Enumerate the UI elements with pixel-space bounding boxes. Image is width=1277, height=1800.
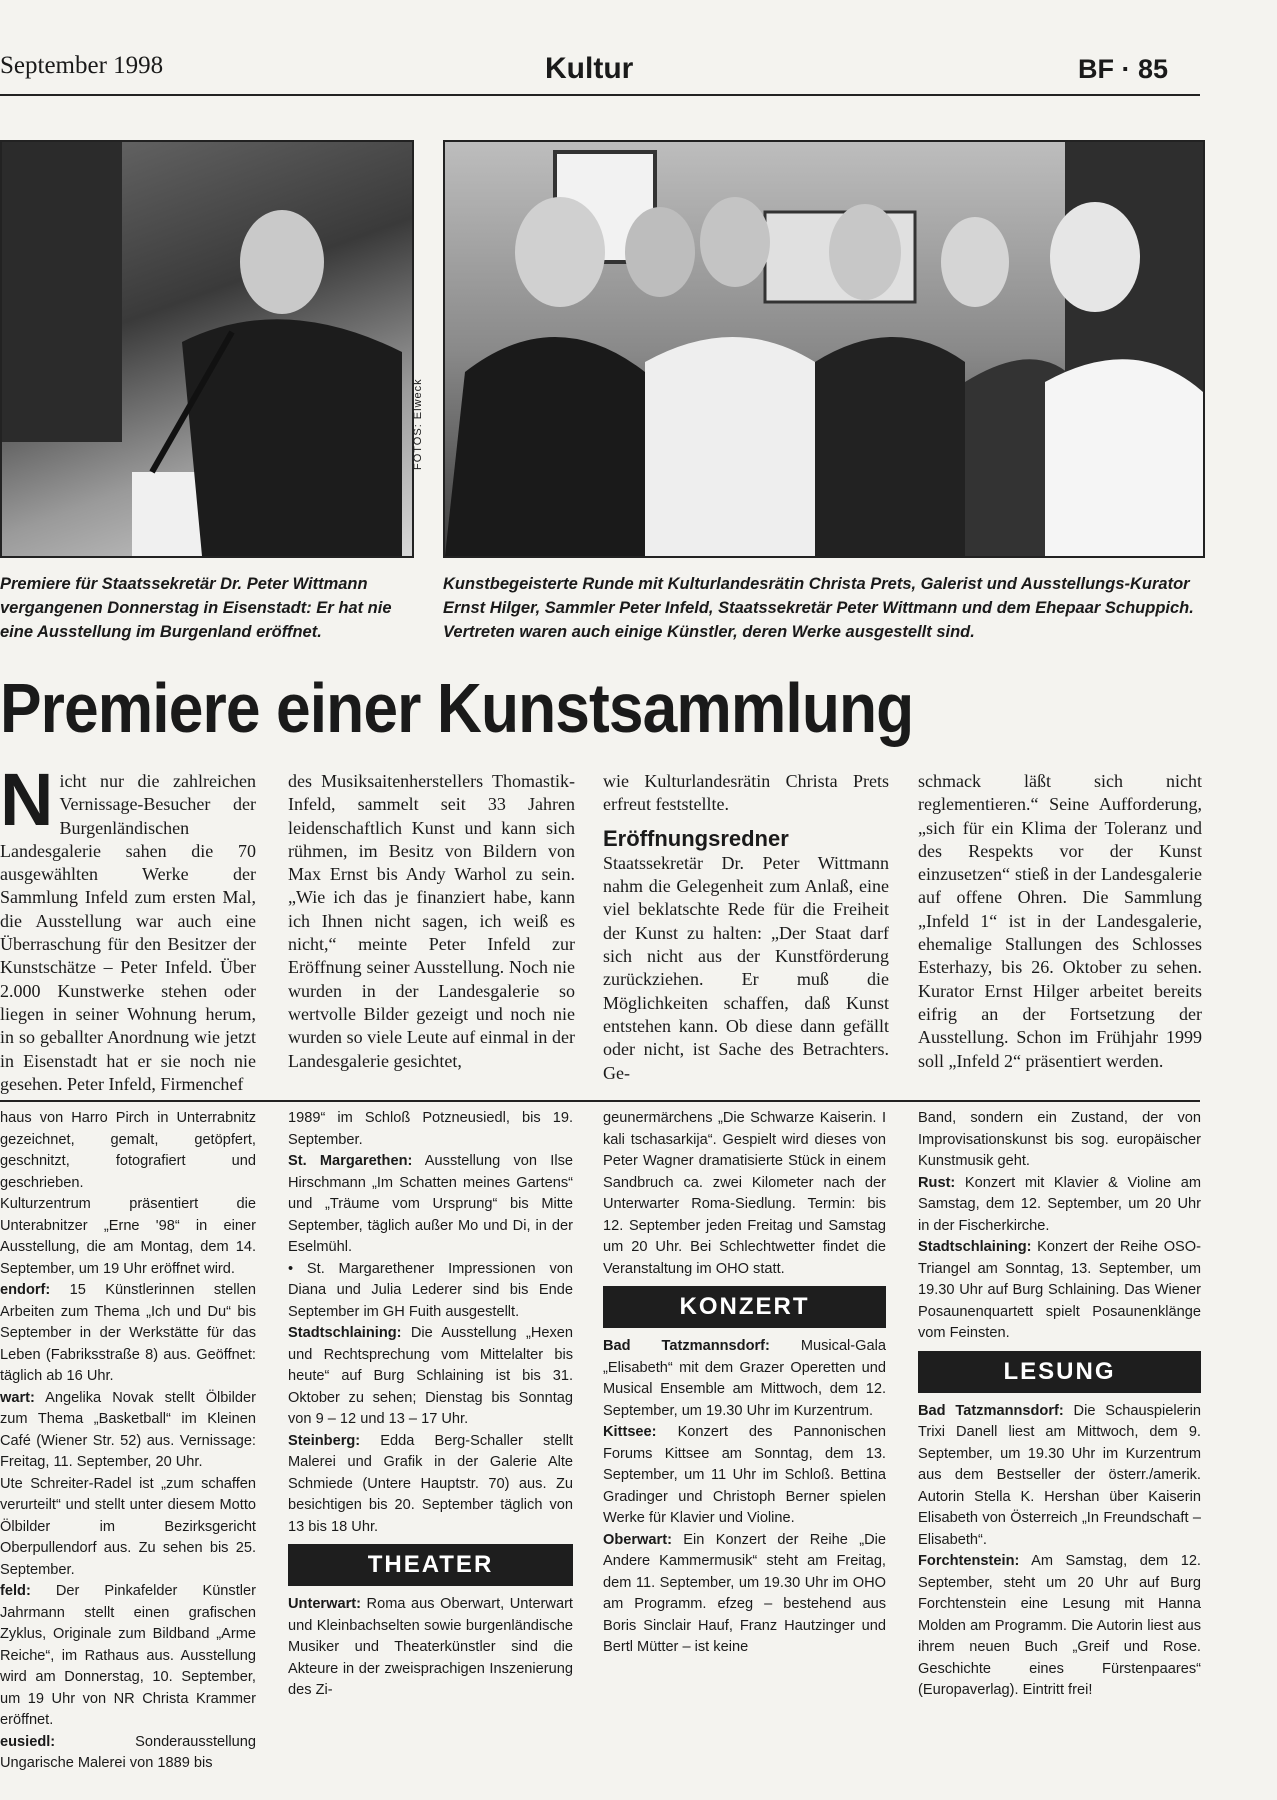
listing-place: Kittsee:	[603, 1424, 657, 1440]
listings-column-1	[0, 1108, 256, 1775]
listing-entry	[288, 1108, 573, 1151]
listing-text: Konzert des Pannonischen Forums Kittsee am Sonntag, dem 13. September, um 11 Uhr im Schloß. Bettina Gradinger und Christoph Berner spielen Werke für Klavier und Violine.	[603, 1424, 886, 1526]
listing-text: Ute Schreiter-Radel ist „zum schaffen verurteilt“ und stellt unter diesem Motto Ölbilder im Bezirksgericht Oberpullendorf aus. Zu sehen bis 25. September.	[0, 1475, 256, 1578]
caption-right: Kunstbegeisterte Runde mit Kulturlandesrätin Christa Prets, Galerist und Ausstellungs-Kurator Ernst Hilger, Sammler Peter Infeld, Staatssekretär Peter Wittmann und dem Ehepaar Schuppich. Vertreten waren auch einige Künstler, deren Werke ausgestellt sind.	[443, 575, 1194, 641]
photo-speaker	[0, 140, 414, 558]
listing-place: feld:	[0, 1583, 31, 1599]
banner-konzert: KONZERT	[603, 1286, 886, 1328]
listing-place: Bad Tatzmannsdorf:	[603, 1338, 770, 1354]
listing-text: Ein Konzert der Reihe „Die Andere Kammermusik“ steht am Freitag, dem 11. September, um 19.30 Uhr im OHO am Programm. efzeg – bestehend aus Boris Sinclair Hauf, Franz Hautzinger und Bertl Mütter – ist keine	[603, 1531, 886, 1655]
listings-column-2	[288, 1108, 573, 1702]
photo-speaker-illustration	[2, 142, 412, 556]
listing-entry	[0, 1581, 256, 1732]
listing-place: Oberwart:	[603, 1531, 672, 1548]
headline: Premiere einer Kunstsammlung	[0, 669, 914, 747]
issue-date: September 1998	[0, 52, 164, 79]
listing-entry	[0, 1108, 256, 1194]
listing-entry	[603, 1422, 886, 1530]
listing-place: Stadtschlaining:	[918, 1239, 1032, 1255]
article-col3-text: Staatssekretär Dr. Peter Wittmann nahm die Gelegenheit zum Anlaß, eine viel beklatschte Rede für die Freiheit der Kunst zu halten: „Der Staat darf sich nicht aus der Kunstförderung zurückziehen. Er muß die Möglichkeiten schaffen, daß Kunst entstehen kann. Ob diese dann gefällt oder nicht, ist Sache des Betrachters. Ge-	[603, 852, 889, 1083]
listing-text: haus von Harro Pirch in Unterrabnitz gezeichnet, gemalt, getöpfert, geschnitzt, fotografiert und geschrieben.	[0, 1110, 256, 1191]
page-number: BF · 85	[1078, 54, 1169, 84]
photo-credit: FOTOS: Elweck	[412, 378, 424, 470]
caption-left: Premiere für Staatssekretär Dr. Peter Wittmann vergangenen Donnerstag in Eisenstadt: Er hat nie eine Ausstellung im Burgenland eröffnet.	[0, 575, 392, 641]
listing-text: Die Schauspielerin Trixi Danell liest am Mittwoch, dem 9. September, um 19.30 Uhr im Kurzentrum aus dem Bestseller der österr./amerik. Autorin Stella K. Hershan über Kaiserin Elisabeth von Österreich „In Freundschaft – Elisabeth“.	[918, 1402, 1201, 1548]
listing-text: • St. Margarethener Impressionen von Diana und Julia Lederer sind bis Ende September im GH Fuith ausgestellt.	[288, 1260, 573, 1320]
photo-group-illustration	[445, 142, 1203, 556]
section-divider	[0, 1100, 1200, 1102]
banner-theater: THEATER	[288, 1544, 573, 1586]
listing-place: Unterwart:	[288, 1596, 361, 1612]
listing-text: Kulturzentrum präsentiert die Unterabnitzer „Erne '98“ in einer Ausstellung, die am Montag, dem 14. September, um 19 Uhr eröffnet wird.	[0, 1196, 256, 1277]
listing-text: Der Pinkafelder Künstler Jahrmann stellt einen grafischen Zyklus, Originale zum Bildband „Arme Reiche“, im Rathaus aus. Ausstellung wird am Donnerstag, 10. September, um 19 Uhr von NR Christa Krammer eröffnet.	[0, 1583, 256, 1728]
listing-text: geunermärchens „Die Schwarze Kaiserin. I kali tschasarkija“. Gespielt wird dieses von Peter Wagner dramatisierte Stück in einem Sandbruch ca. zwei Kilometer nach der Unterwarter Roma-Siedlung. Termin: bis 12. September jeden Freitag und Samstag um 20 Uhr. Bei Schlechtwetter findet die Veranstaltung im OHO statt.	[603, 1110, 886, 1277]
listing-text: Band, sondern ein Zustand, der von Improvisationskunst bis sog. europäischer Kunstmusik geht.	[918, 1110, 1201, 1169]
listing-text: Angelika Novak stellt Ölbilder zum Thema „Basketball“ im Kleinen Café (Wiener Str. 52) aus. Vernissage: Freitag, 11. September, 20 Uhr.	[0, 1389, 256, 1470]
listing-entry	[288, 1431, 573, 1539]
listing-text: Konzert mit Klavier & Violine am Samstag, dem 12. September, um 20 Uhr in der Fischerkirche.	[918, 1174, 1201, 1234]
listings-column-3	[603, 1108, 886, 1659]
listing-text: 15 Künstlerinnen stellen Arbeiten zum Thema „Ich und Du“ bis September in der Werkstätte für das Leben (Fabriksstraße 8) aus. Geöffnet: täglich ab 16 Uhr.	[0, 1282, 256, 1384]
article-col1-text: icht nur die zahlreichen Vernissage-Besucher der Burgenländischen Landesgalerie sahen die 70 ausgewählten Werke der Sammlung Infeld zum ersten Mal, die Ausstellung war auch eine Überraschung für den Besitzer der Kunstschätze – Peter Infeld. Über 2.000 Kunstwerke stehen oder liegen in seiner Wohnung herum, in so geballter Anordnung wie jetzt in Eisenstadt hat er sie noch nie gesehen. Peter Infeld, Firmenchef	[0, 771, 256, 1094]
article-column-1	[0, 758, 256, 1096]
listing-entry	[288, 1151, 573, 1259]
listing-entry	[288, 1594, 573, 1702]
subheading-eroeffnungsredner: Eröffnungsredner	[603, 825, 789, 851]
listing-text: Konzert der Reihe OSO-Triangel am Sonntag, 13. September, um 19.30 Uhr auf Burg Schlaining. Das Wiener Posaunenquartett spielt Posaunenklänge vom Feinsten.	[918, 1239, 1201, 1341]
listing-entry	[918, 1237, 1201, 1345]
listing-entry	[603, 1108, 886, 1280]
listing-entry	[288, 1323, 573, 1431]
listing-place: Rust:	[918, 1174, 956, 1191]
listing-place: St. Margarethen:	[288, 1153, 413, 1169]
photo-group	[443, 140, 1205, 558]
drop-cap: N	[0, 758, 54, 841]
listing-entry	[0, 1732, 256, 1775]
listing-entry	[603, 1336, 886, 1422]
listing-place: Forchtenstein:	[918, 1553, 1020, 1569]
listing-place: Stadtschlaining:	[288, 1325, 402, 1341]
listings-column-4	[918, 1108, 1201, 1702]
listing-entry	[918, 1401, 1201, 1552]
listing-text: Ausstellung von Ilse Hirschmann „Im Schatten meines Gartens“ und „Träume vom Ursprung“ bis Mitte September, täglich außer Mo und Di, in der Eselmühl.	[288, 1153, 574, 1255]
article-column-3	[603, 770, 889, 1085]
listing-text: Edda Berg-Schaller stellt Malerei und Grafik in der Galerie Alte Schmiede (Untere Hauptstr. 70) aus. Zu besichtigen bis 20. September täglich von 13 bis 18 Uhr.	[288, 1432, 573, 1535]
listing-entry	[918, 1108, 1201, 1173]
listing-text: 1989“ im Schloß Potzneusiedl, bis 19. September.	[288, 1110, 573, 1148]
listing-place: Bad Tatzmannsdorf:	[918, 1402, 1064, 1419]
section-title: Kultur	[545, 52, 634, 85]
listing-text: Musical-Gala „Elisabeth“ mit dem Grazer Operetten und Musical Ensemble am Mittwoch, dem 12. September, um 19.30 Uhr im Kurzentrum.	[603, 1338, 886, 1419]
article-col3-intro: wie Kulturlandesrätin Christa Prets erfreut feststellte.	[603, 771, 889, 815]
header-rule	[0, 94, 1200, 96]
listing-entry	[0, 1474, 256, 1582]
listing-text: Die Ausstellung „Hexen und Rechtsprechung vom Mittelalter bis heute“ auf Burg Schlaining ist bis 31. Oktober zu sehen; Dienstag bis Sonntag von 9 – 12 und 13 – 17 Uhr.	[288, 1325, 573, 1427]
article-column-2: des Musiksaitenherstellers Thomastik-Infeld, sammelt seit 33 Jahren leidenschaftlich Kunst und kann sich rühmen, im Besitz von Bildern von Max Ernst bis Andy Warhol zu sein. „Wie ich das je finanziert habe, kann ich Ihnen nicht sagen, ich weiß es nicht,“ meinte Peter Infeld zur Eröffnung seiner Ausstellung. Noch nie wurden in der Landesgalerie so wertvolle Bilder gezeigt und noch nie wurden so viele Leute auf einmal in der Landesgalerie gesichtet,	[288, 771, 575, 1071]
listing-entry	[0, 1280, 256, 1388]
listing-entry	[0, 1194, 256, 1280]
listing-entry	[918, 1551, 1201, 1702]
article-column-4: schmack läßt sich nicht reglementieren.“ Seine Aufforderung, „sich für ein Klima der Toleranz und des Respekts vor der Kunst einzusetzen“ stieß in der Landesgalerie auf offene Ohren. Die Sammlung „Infeld 1“ ist in der Landesgalerie, ehemalige Stallungen des Schlosses Esterhazy, bis 26. Oktober zu sehen. Kurator Ernst Hilger arbeitet bereits eifrig an der Fortsetzung der Ausstellung. Schon im Frühjahr 1999 soll „Infeld 2“ präsentiert werden.	[918, 771, 1202, 1071]
listing-place: eusiedl:	[0, 1733, 56, 1750]
listing-place: Steinberg:	[288, 1432, 361, 1449]
listing-text: Am Samstag, dem 12. September, steht um 20 Uhr auf Burg Forchtenstein eine Lesung mit Hanna Molden am Programm. Die Autorin liest aus ihrem neuen Buch „Greif und Rose. Geschichte eines Fürstenpaares“ (Europaverlag). Eintritt frei!	[918, 1553, 1201, 1698]
listing-text: Roma aus Oberwart, Unterwart und Kleinbachselten sowie burgenländische Musiker und Theaterkünstler sind die Akteure in der zweisprachigen Inszenierung des Zi-	[288, 1596, 573, 1698]
banner-lesung: LESUNG	[918, 1351, 1201, 1393]
listing-entry	[0, 1388, 256, 1474]
listing-entry	[918, 1173, 1201, 1238]
listing-entry	[603, 1530, 886, 1659]
listing-place: endorf:	[0, 1282, 51, 1298]
listing-place: wart:	[0, 1389, 35, 1406]
listing-entry	[288, 1259, 573, 1324]
listing-text: Sonderausstellung Ungarische Malerei von 1889 bis	[0, 1733, 256, 1771]
